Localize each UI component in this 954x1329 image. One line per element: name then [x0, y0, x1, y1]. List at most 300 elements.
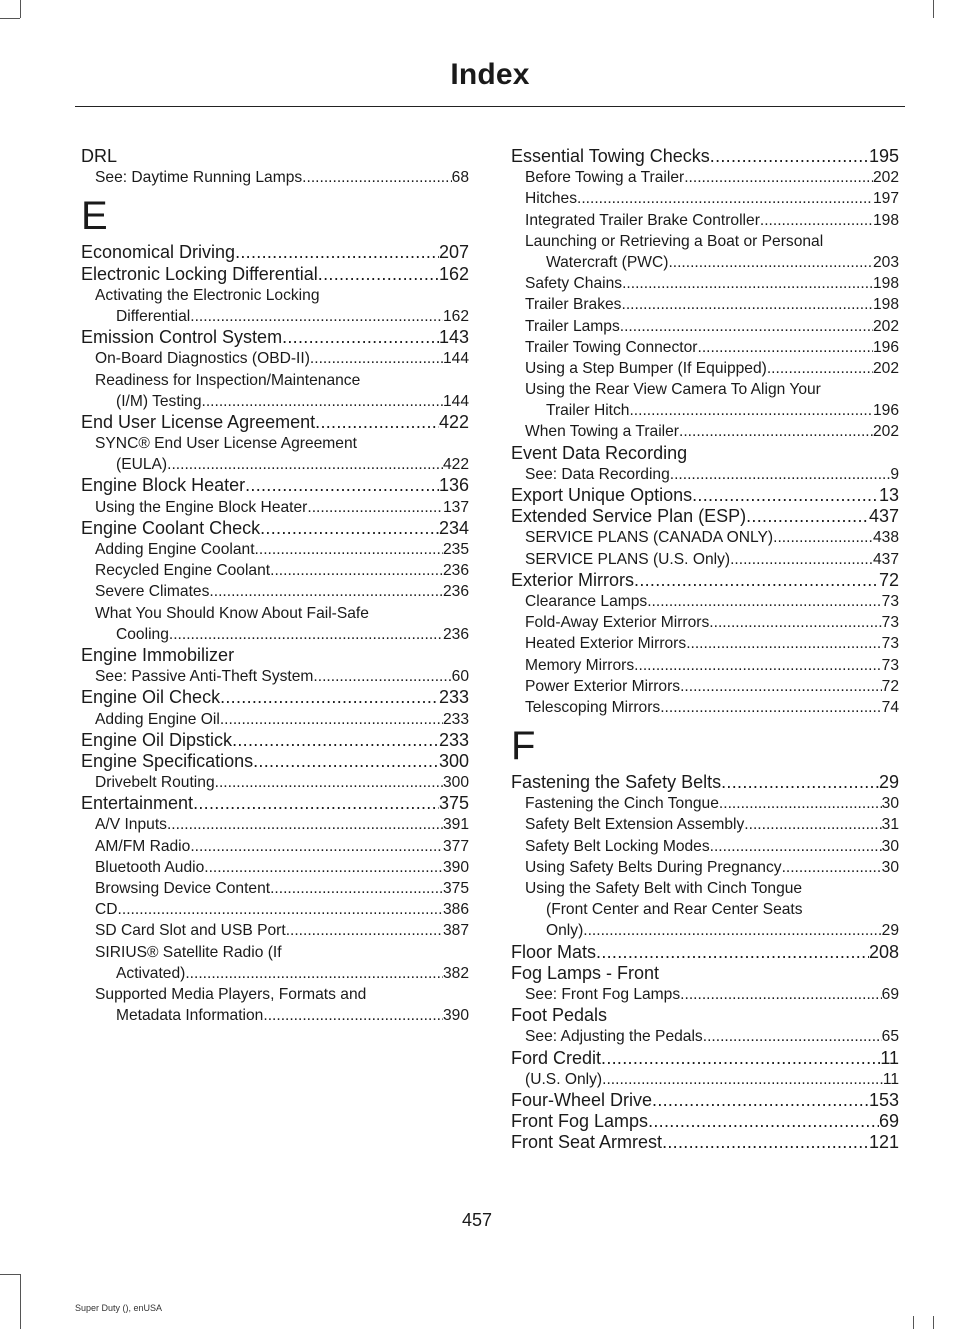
dot-leader — [721, 772, 879, 793]
entry-label: Integrated Trailer Brake Controller — [525, 211, 760, 229]
entry-page-number[interactable]: 69 — [878, 1111, 899, 1132]
entry-label: Trailer Towing Connector — [525, 338, 698, 356]
entry-page-number[interactable]: 233 — [438, 729, 469, 750]
entry-label: Adding Engine Coolant — [95, 541, 255, 558]
entry-page-number[interactable]: 30 — [881, 795, 899, 813]
entry-page-number[interactable]: 300 — [442, 774, 469, 792]
index-subentry[interactable] — [511, 210, 899, 231]
entry-page-number[interactable]: 233 — [438, 687, 469, 708]
entry-page-number[interactable]: 29 — [878, 772, 899, 793]
index-subentry[interactable] — [81, 391, 469, 412]
footer-text: Super Duty (), enUSA — [75, 1303, 163, 1313]
dot-leader — [220, 709, 443, 730]
entry-label: (U.S. Only) — [525, 1070, 603, 1088]
entry-label: Fastening the Cinch Tongue — [525, 795, 719, 813]
entry-label: Heated Exterior Mirrors — [525, 635, 687, 653]
dot-leader — [634, 570, 879, 591]
index-subentry[interactable] — [511, 857, 899, 878]
index-subentry[interactable] — [511, 612, 899, 633]
dot-leader — [583, 920, 881, 941]
page-title: Index — [450, 58, 530, 91]
index-entry[interactable] — [81, 751, 469, 772]
entry-label: Engine Specifications — [81, 750, 254, 771]
entry-label: SD Card Slot and USB Port — [95, 922, 286, 940]
dot-leader — [190, 836, 443, 857]
index-entry[interactable] — [81, 793, 469, 814]
entry-label: Engine Block Heater — [81, 475, 246, 496]
page-number: 457 — [461, 1210, 493, 1230]
dot-leader — [730, 549, 873, 570]
index-entry[interactable] — [511, 570, 899, 591]
index-subentry[interactable] — [511, 188, 899, 209]
entry-label: SERVICE PLANS (CANADA ONLY) — [525, 529, 774, 547]
dot-leader — [703, 1026, 882, 1047]
index-entry[interactable] — [511, 506, 899, 527]
entry-label: Hitches — [525, 190, 577, 208]
entry-page-number[interactable]: 9 — [890, 465, 899, 483]
entry-page-number[interactable]: 202 — [872, 423, 899, 441]
entry-label: Safety Belt Extension Assembly — [525, 816, 745, 834]
dot-leader — [596, 942, 869, 963]
dot-leader — [680, 676, 882, 697]
index-subentry[interactable] — [511, 400, 899, 421]
dot-leader — [692, 485, 879, 506]
entry-label: Safety Belt Locking Modes — [525, 837, 710, 855]
dot-leader — [190, 306, 443, 327]
dot-leader — [670, 464, 891, 485]
entry-label: Trailer Hitch — [546, 402, 630, 420]
entry-label: Trailer Lamps — [525, 317, 620, 335]
entry-label: Foot Pedals — [511, 1005, 608, 1026]
index-subentry[interactable] — [81, 857, 469, 878]
index-subentry — [511, 231, 899, 252]
index-subentry[interactable] — [511, 633, 899, 654]
index-subentry[interactable] — [81, 814, 469, 835]
entry-page-number[interactable]: 73 — [881, 635, 899, 653]
entry-page-number[interactable]: 207 — [438, 242, 469, 263]
dot-leader — [686, 633, 881, 654]
entry-page-number[interactable]: 68 — [451, 169, 469, 187]
index-subentry[interactable] — [511, 358, 899, 379]
entry-label: See: Data Recording — [525, 465, 670, 483]
entry-label: Recycled Engine Coolant — [95, 562, 271, 580]
index-subentry[interactable] — [81, 624, 469, 645]
entry-page-number[interactable]: 375 — [438, 793, 469, 814]
entry-label: Clearance Lamps — [525, 592, 648, 610]
crop-mark — [20, 0, 21, 18]
index-subentry[interactable] — [81, 560, 469, 581]
dot-leader — [307, 497, 443, 518]
dot-leader — [782, 857, 882, 878]
index-subentry[interactable] — [81, 899, 469, 920]
entry-label: Using Safety Belts During Pregnancy — [525, 858, 782, 876]
index-entry[interactable] — [81, 327, 469, 348]
dot-leader — [680, 984, 881, 1005]
index-entry — [511, 1005, 899, 1026]
index-entry[interactable] — [511, 942, 899, 963]
index-subentry[interactable] — [511, 1026, 899, 1047]
entry-page-number[interactable]: 162 — [442, 307, 469, 325]
index-subentry — [81, 285, 469, 306]
entry-label: Bluetooth Audio — [95, 858, 205, 876]
entry-page-number[interactable]: 73 — [881, 592, 899, 610]
entry-page-number[interactable]: 13 — [878, 485, 899, 505]
dot-leader — [313, 666, 451, 687]
entry-label: Entertainment — [81, 793, 194, 814]
dot-leader — [167, 814, 443, 835]
index-subentry[interactable] — [511, 337, 899, 358]
index-subentry[interactable] — [81, 306, 469, 327]
dot-leader — [318, 264, 439, 285]
entry-label: Essential Towing Checks — [511, 146, 710, 166]
index-subentry[interactable] — [511, 527, 899, 548]
dot-leader — [744, 814, 881, 835]
dot-leader — [282, 327, 439, 348]
entry-page-number[interactable]: 143 — [438, 327, 469, 348]
entry-page-number[interactable]: 144 — [442, 350, 469, 368]
entry-page-number[interactable]: 69 — [881, 985, 899, 1003]
entry-label: Metadata Information — [116, 1007, 264, 1025]
section-letter: F — [511, 724, 536, 769]
dot-leader — [245, 475, 439, 496]
entry-label: A/V Inputs — [95, 816, 167, 834]
entry-page-number[interactable]: 31 — [881, 816, 899, 834]
entry-label: Drivebelt Routing — [95, 774, 215, 792]
crop-mark — [933, 1316, 934, 1329]
crop-mark — [913, 1316, 914, 1329]
index-entry — [511, 443, 899, 464]
index-entry — [511, 963, 899, 984]
index-subentry[interactable] — [511, 920, 899, 941]
entry-page-number[interactable]: 202 — [872, 359, 899, 377]
index-subentry[interactable] — [81, 878, 469, 899]
index-subentry[interactable] — [511, 421, 899, 442]
entry-page-number[interactable]: 65 — [881, 1028, 899, 1046]
dot-leader — [710, 146, 869, 167]
index-subentry[interactable] — [511, 836, 899, 857]
entry-label: Using the Rear View Camera To Align Your — [525, 381, 821, 399]
entry-page-number[interactable]: 137 — [442, 498, 469, 516]
entry-page-number[interactable]: 30 — [881, 837, 899, 855]
index-subentry[interactable] — [81, 539, 469, 560]
entry-label: See: Daytime Running Lamps — [95, 169, 303, 187]
index-subentry[interactable] — [511, 793, 899, 814]
entry-page-number[interactable]: 73 — [881, 614, 899, 632]
entry-label: Electronic Locking Differential — [81, 263, 318, 284]
entry-label: Engine Immobilizer — [81, 644, 235, 665]
index-subentry[interactable] — [511, 464, 899, 485]
dot-leader — [709, 612, 881, 633]
index-subentry[interactable] — [511, 294, 899, 315]
dot-leader — [634, 655, 881, 676]
index-subentry[interactable] — [511, 252, 899, 273]
dot-leader — [310, 348, 443, 369]
dot-leader — [577, 188, 873, 209]
entry-label: What You Should Know About Fail-Safe — [95, 604, 369, 622]
dot-leader — [202, 391, 443, 412]
dot-leader — [621, 294, 872, 315]
entry-label: End User License Agreement — [81, 411, 316, 432]
entry-label: When Towing a Trailer — [525, 423, 679, 441]
entry-label: Cooling — [116, 625, 169, 643]
entry-page-number[interactable]: 236 — [442, 583, 469, 601]
index-entry — [81, 146, 469, 167]
entry-label: Front Seat Armrest — [511, 1132, 663, 1153]
index-entry[interactable] — [81, 412, 469, 433]
entry-label: Fold-Away Exterior Mirrors — [525, 614, 710, 632]
entry-label: (Front Center and Rear Center Seats — [546, 901, 803, 919]
entry-label: Safety Chains — [525, 275, 623, 293]
entry-page-number[interactable]: 198 — [872, 296, 899, 314]
entry-label: (EULA) — [116, 456, 168, 474]
entry-page-number[interactable]: 235 — [442, 541, 469, 558]
entry-label: Activating the Electronic Locking — [95, 286, 320, 304]
dot-leader — [710, 836, 882, 857]
dot-leader — [622, 273, 873, 294]
entry-label: Fastening the Safety Belts — [511, 772, 722, 793]
entry-page-number[interactable]: 236 — [442, 562, 469, 580]
entry-label: Trailer Brakes — [525, 296, 622, 314]
entry-page-number[interactable]: 422 — [442, 456, 469, 474]
entry-label: Using a Step Bumper (If Equipped) — [525, 359, 767, 377]
entry-page-number[interactable]: 208 — [868, 941, 899, 962]
entry-label: SYNC® End User License Agreement — [95, 435, 357, 453]
entry-page-number[interactable]: 196 — [872, 402, 899, 420]
dot-leader — [232, 730, 439, 751]
index-entry[interactable] — [81, 264, 469, 285]
dot-leader — [602, 1069, 883, 1090]
dot-leader — [215, 772, 443, 793]
entry-label: See: Front Fog Lamps — [525, 985, 681, 1003]
crop-mark — [0, 1274, 20, 1275]
entry-page-number[interactable]: 234 — [438, 517, 469, 538]
entry-page-number[interactable]: 202 — [872, 169, 899, 187]
entry-page-number[interactable]: 391 — [442, 816, 469, 834]
entry-page-number[interactable]: 198 — [872, 211, 899, 229]
index-subentry[interactable] — [81, 666, 469, 687]
entry-label: Readiness for Inspection/Maintenance — [95, 371, 361, 389]
dot-leader — [760, 210, 873, 231]
section-letter: E — [81, 194, 108, 239]
entry-page-number[interactable]: 144 — [442, 392, 469, 410]
crop-mark — [20, 1274, 21, 1329]
dot-leader — [235, 242, 439, 263]
index-subentry — [81, 603, 469, 624]
index-subentry[interactable] — [511, 984, 899, 1005]
entry-label: Exterior Mirrors — [511, 569, 635, 590]
dot-leader — [169, 624, 443, 645]
entry-label: See: Passive Anti-Theft System — [95, 668, 314, 686]
entry-page-number[interactable]: 390 — [442, 858, 469, 876]
entry-page-number[interactable]: 438 — [872, 529, 899, 547]
entry-page-number[interactable]: 236 — [442, 625, 469, 643]
index-entry[interactable] — [511, 1048, 899, 1069]
index-subentry[interactable] — [511, 167, 899, 188]
entry-page-number[interactable]: 202 — [872, 317, 899, 335]
index-subentry[interactable] — [81, 167, 469, 188]
index-entry[interactable] — [511, 146, 899, 167]
index-subentry[interactable] — [81, 454, 469, 475]
index-subentry[interactable] — [511, 1069, 899, 1090]
index-subentry — [81, 984, 469, 1005]
index-subentry — [511, 878, 899, 899]
entry-label: Power Exterior Mirrors — [525, 677, 681, 695]
index-column-right — [511, 146, 899, 1153]
entry-page-number[interactable]: 437 — [868, 506, 899, 527]
entry-page-number[interactable]: 30 — [881, 858, 899, 876]
index-subentry[interactable] — [81, 1005, 469, 1026]
index-entry — [81, 645, 469, 666]
entry-page-number[interactable]: 387 — [442, 922, 469, 940]
entry-page-number[interactable]: 162 — [438, 263, 469, 284]
dot-leader — [270, 878, 443, 899]
dot-leader — [652, 1090, 869, 1111]
entry-label: On-Board Diagnostics (OBD-II) — [95, 350, 310, 368]
entry-page-number[interactable]: 382 — [442, 964, 469, 982]
index-subentry[interactable] — [511, 676, 899, 697]
crop-mark — [933, 0, 934, 18]
dot-leader — [647, 591, 881, 612]
index-subentry[interactable] — [81, 581, 469, 602]
entry-label: Four-Wheel Drive — [511, 1089, 653, 1110]
index-subentry[interactable] — [511, 697, 899, 718]
entry-label: Supported Media Players, Formats and — [95, 985, 367, 1003]
entry-page-number[interactable]: 375 — [442, 880, 469, 897]
index-subentry[interactable] — [81, 497, 469, 518]
index-entry[interactable] — [81, 687, 469, 708]
entry-page-number[interactable]: 197 — [872, 190, 899, 208]
dot-leader — [209, 581, 443, 602]
entry-label: Extended Service Plan (ESP) — [511, 506, 747, 527]
entry-page-number[interactable]: 73 — [881, 656, 899, 674]
index-entry[interactable] — [81, 475, 469, 496]
entry-page-number[interactable]: 121 — [868, 1132, 899, 1153]
crop-mark — [0, 18, 20, 19]
entry-label: Event Data Recording — [511, 442, 688, 463]
index-subentry[interactable] — [81, 772, 469, 793]
index-subentry[interactable] — [81, 920, 469, 941]
entry-label: Activated) — [116, 964, 186, 982]
dot-leader — [629, 400, 873, 421]
index-entry[interactable] — [511, 1090, 899, 1111]
dot-leader — [263, 1005, 443, 1026]
index-entry[interactable] — [511, 772, 899, 793]
index-subentry[interactable] — [81, 836, 469, 857]
entry-label: SIRIUS® Satellite Radio (If — [95, 943, 282, 961]
dot-leader — [118, 899, 443, 920]
entry-page-number[interactable]: 153 — [868, 1089, 899, 1110]
index-subentry — [81, 942, 469, 963]
entry-page-number[interactable]: 72 — [878, 569, 899, 590]
entry-label: Engine Oil Check — [81, 687, 221, 708]
index-subentry — [511, 379, 899, 400]
entry-label: Browsing Device Content — [95, 880, 271, 897]
entry-page-number[interactable]: 60 — [451, 668, 469, 686]
index-subentry[interactable] — [511, 316, 899, 337]
entry-page-number[interactable]: 386 — [442, 901, 469, 919]
entry-label: Launching or Retrieving a Boat or Personal — [525, 232, 824, 250]
entry-label: Adding Engine Oil — [95, 710, 220, 728]
entry-label: Watercraft (PWC) — [546, 253, 669, 271]
index-entry[interactable] — [81, 518, 469, 539]
index-subentry[interactable] — [81, 348, 469, 369]
dot-leader — [668, 252, 873, 273]
entry-page-number[interactable]: 72 — [881, 677, 899, 695]
entry-page-number[interactable]: 196 — [872, 338, 899, 356]
entry-page-number[interactable]: 195 — [868, 146, 899, 166]
dot-leader — [620, 316, 873, 337]
entry-label: Before Towing a Trailer — [525, 169, 685, 187]
entry-page-number[interactable]: 11 — [880, 1047, 899, 1068]
dot-leader — [185, 963, 443, 984]
title-divider — [75, 106, 905, 107]
entry-label: Using the Engine Block Heater — [95, 498, 308, 516]
entry-label: Only) — [546, 922, 584, 940]
dot-leader — [648, 1111, 879, 1132]
entry-page-number[interactable]: 300 — [438, 750, 469, 771]
entry-label: Export Unique Options — [511, 485, 693, 505]
entry-page-number[interactable]: 390 — [442, 1007, 469, 1025]
index-entry[interactable] — [511, 1132, 899, 1153]
index-subentry — [81, 370, 469, 391]
entry-label: Differential — [116, 307, 191, 325]
dot-leader — [204, 857, 443, 878]
entry-label: Front Fog Lamps — [511, 1111, 649, 1132]
index-subentry[interactable] — [511, 591, 899, 612]
entry-page-number[interactable]: 422 — [438, 411, 469, 432]
index-subentry[interactable] — [81, 963, 469, 984]
index-subentry[interactable] — [511, 273, 899, 294]
entry-page-number[interactable]: 29 — [881, 922, 899, 940]
entry-page-number[interactable]: 74 — [881, 698, 899, 716]
dot-leader — [167, 454, 443, 475]
entry-page-number[interactable]: 377 — [442, 837, 469, 855]
index-subentry[interactable] — [511, 549, 899, 570]
dot-leader — [270, 560, 443, 581]
dot-leader — [719, 793, 882, 814]
dot-leader — [679, 421, 873, 442]
index-subentry[interactable] — [511, 814, 899, 835]
entry-page-number[interactable]: 11 — [882, 1070, 899, 1088]
index-subentry[interactable] — [81, 709, 469, 730]
entry-label: Engine Oil Dipstick — [81, 729, 233, 750]
entry-page-number[interactable]: 136 — [438, 475, 469, 496]
index-entry[interactable] — [511, 1111, 899, 1132]
index-subentry — [511, 899, 899, 920]
entry-label: SERVICE PLANS (U.S. Only) — [525, 550, 731, 568]
entry-label: Floor Mats — [511, 941, 597, 962]
dot-leader — [684, 167, 873, 188]
entry-label: DRL — [81, 146, 118, 166]
index-entry[interactable] — [511, 485, 899, 506]
entry-label: See: Adjusting the Pedals — [525, 1028, 703, 1046]
entry-page-number[interactable]: 437 — [872, 550, 899, 568]
entry-label: Using the Safety Belt with Cinch Tongue — [525, 880, 803, 897]
entry-label: Memory Mirrors — [525, 656, 635, 674]
entry-label: CD — [95, 901, 118, 919]
entry-page-number[interactable]: 233 — [442, 710, 469, 728]
index-subentry[interactable] — [511, 655, 899, 676]
dot-leader — [315, 412, 439, 433]
entry-label: Fog Lamps - Front — [511, 962, 660, 983]
entry-page-number[interactable]: 198 — [872, 275, 899, 293]
dot-leader — [220, 687, 439, 708]
entry-page-number[interactable]: 203 — [872, 253, 899, 271]
index-entry[interactable] — [81, 730, 469, 751]
dot-leader — [662, 1132, 869, 1153]
index-entry[interactable] — [81, 242, 469, 263]
dot-leader — [260, 518, 439, 539]
